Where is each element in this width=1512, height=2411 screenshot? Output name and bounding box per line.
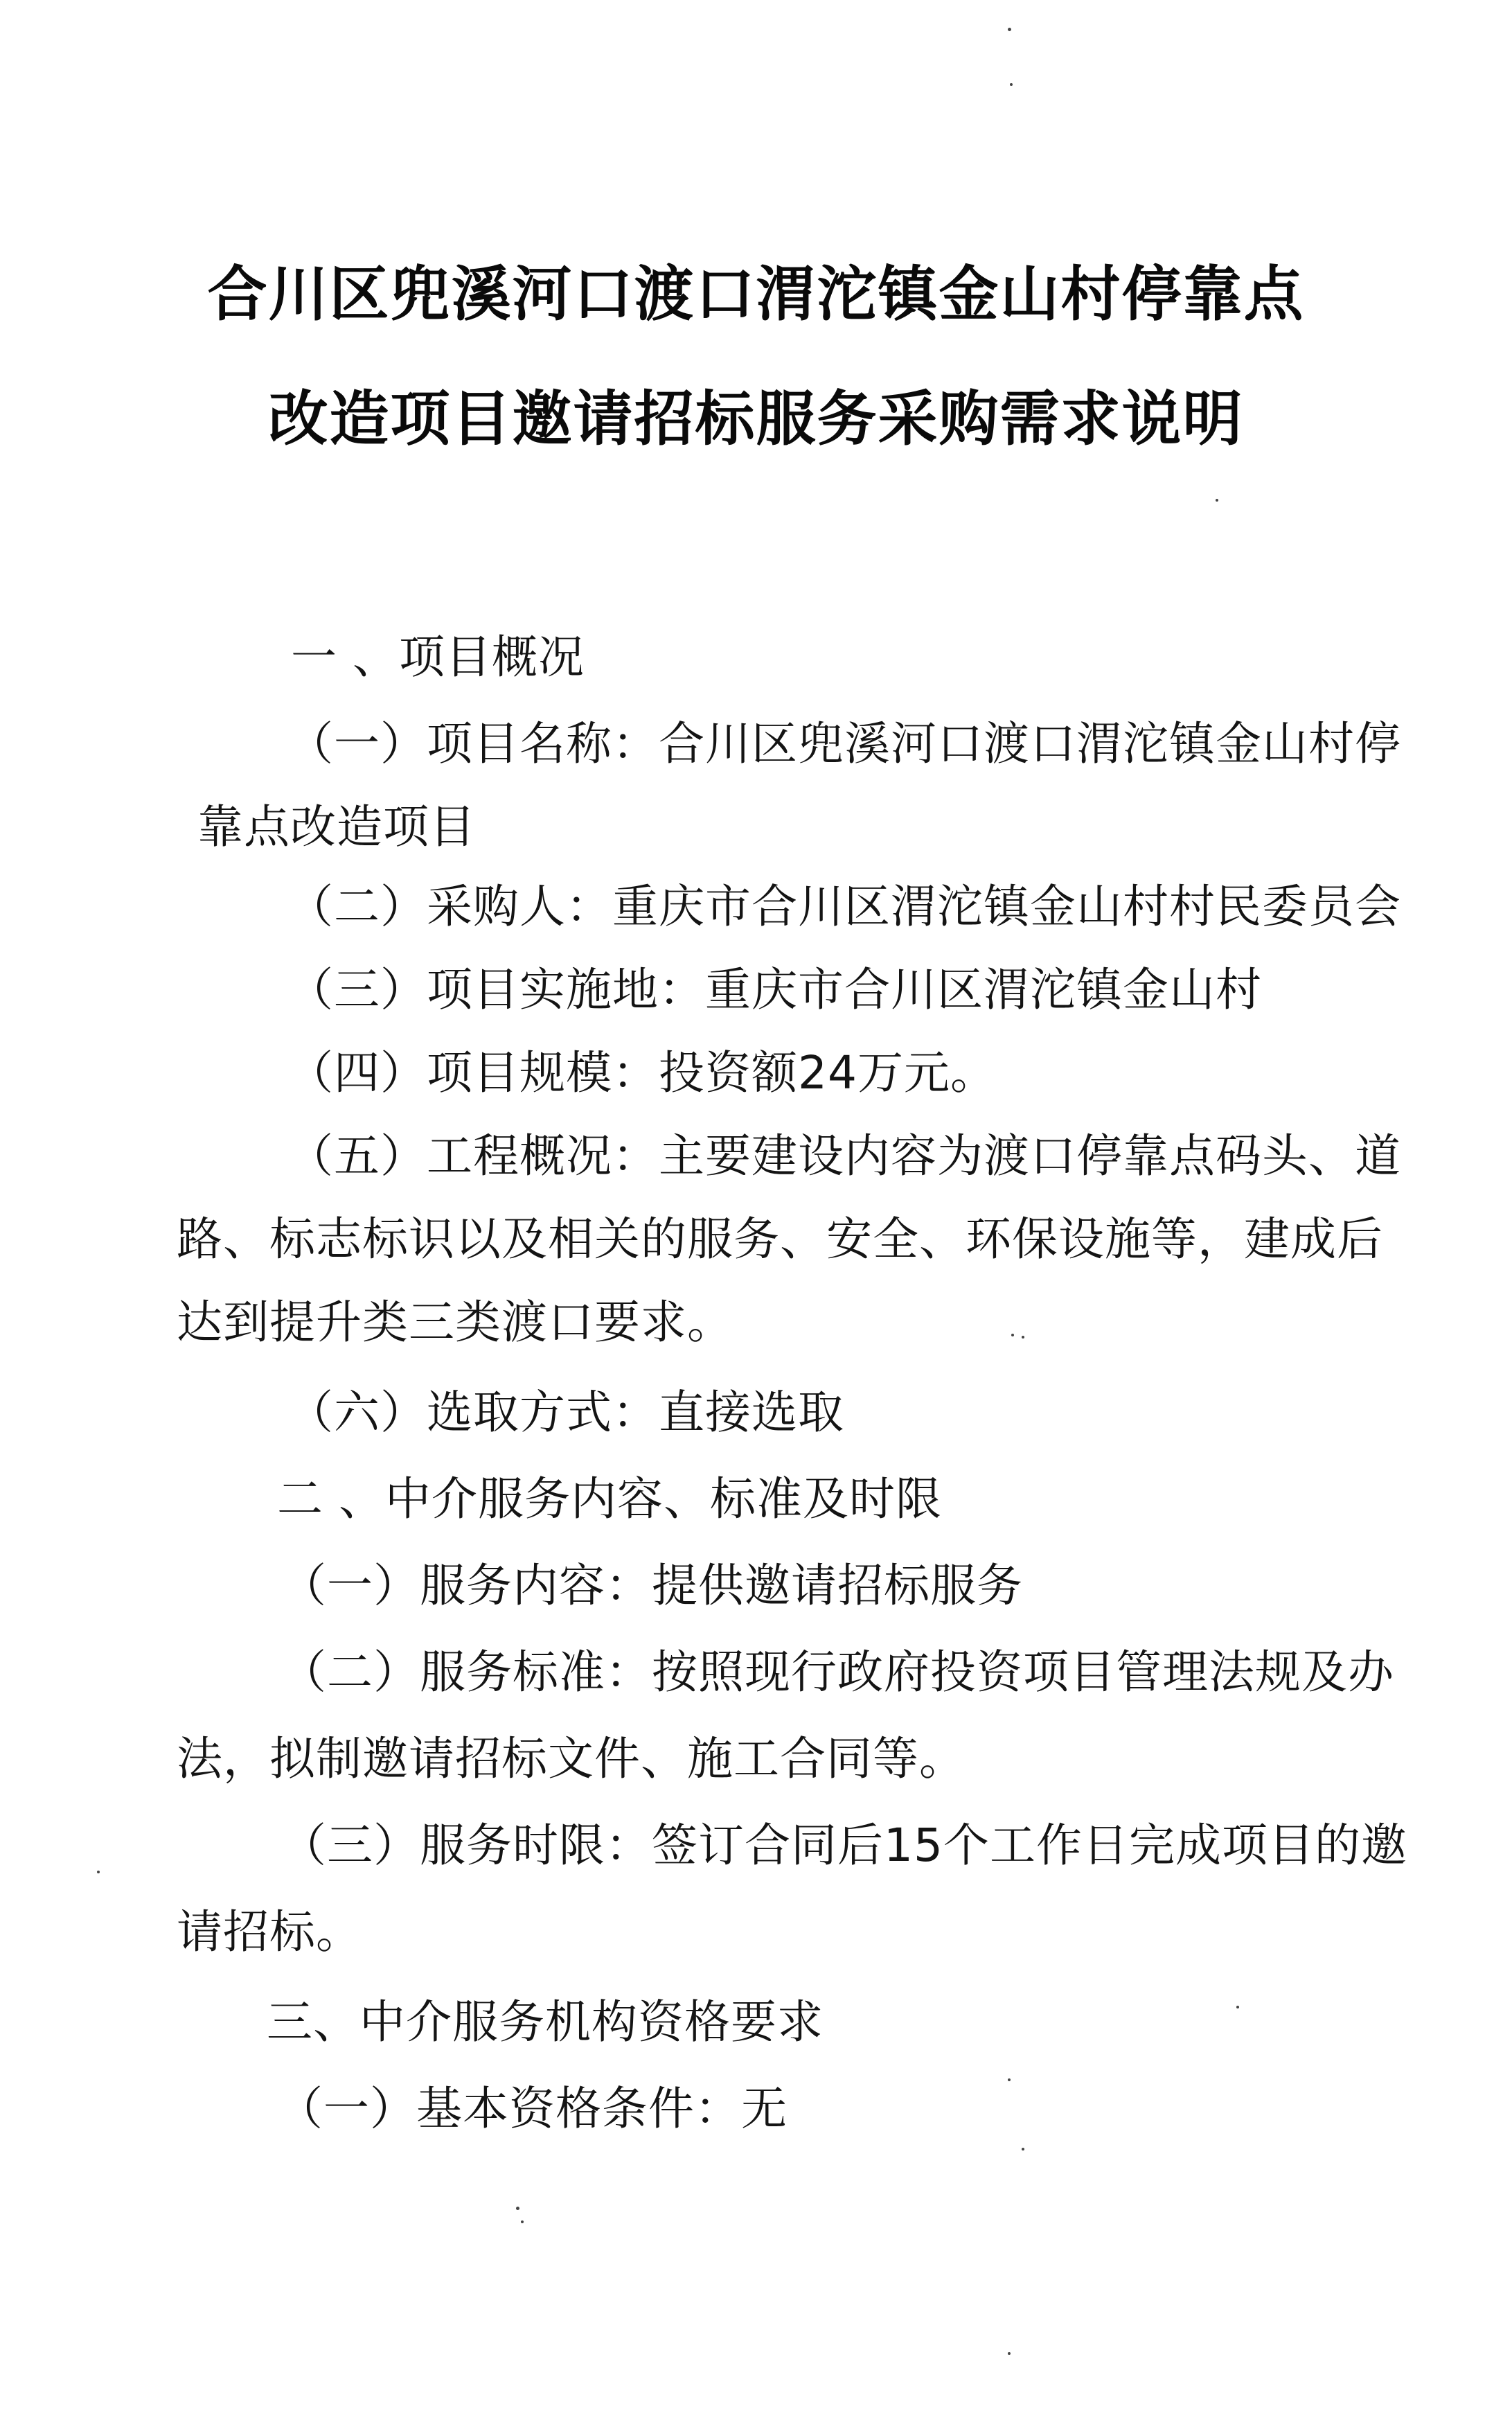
body-line: 路、标志标识以及相关的服务、安全、环保设施等，建成后 bbox=[177, 1212, 1383, 1266]
section-heading-3: 三、中介服务机构资格要求 bbox=[267, 1995, 824, 2049]
body-line: 法，拟制邀请招标文件、施工合同等。 bbox=[177, 1732, 966, 1785]
scan-speck bbox=[1022, 2148, 1024, 2151]
body-line: （一）服务内容：提供邀请招标服务 bbox=[281, 1559, 1023, 1612]
document-title-line-1: 合川区兜溪河口渡口渭沱镇金山村停靠点 bbox=[207, 260, 1305, 329]
scan-speck bbox=[1216, 499, 1218, 502]
scan-speck bbox=[1011, 1334, 1014, 1336]
scan-speck bbox=[516, 2207, 519, 2210]
body-line: （六）选取方式：直接选取 bbox=[287, 1386, 844, 1439]
body-line: 达到提升类三类渡口要求。 bbox=[177, 1296, 733, 1349]
scan-speck bbox=[97, 1871, 100, 1873]
scan-speck bbox=[1010, 83, 1013, 86]
scan-speck bbox=[1008, 2352, 1011, 2355]
body-line: （五）工程概况：主要建设内容为渡口停靠点码头、道 bbox=[287, 1129, 1401, 1183]
scan-speck bbox=[1008, 2078, 1011, 2081]
scan-speck bbox=[1022, 1336, 1024, 1339]
body-line: （一）基本资格条件：无 bbox=[277, 2082, 788, 2135]
body-line: （一）项目名称：合川区兜溪河口渡口渭沱镇金山村停 bbox=[287, 717, 1401, 770]
scan-speck bbox=[1236, 2006, 1239, 2008]
body-line: （四）项目规模：投资额24万元。 bbox=[287, 1046, 997, 1099]
scan-speck bbox=[521, 2220, 524, 2223]
body-line: （二）采购人：重庆市合川区渭沱镇金山村村民委员会 bbox=[287, 880, 1401, 933]
section-heading-1: 一 、项目概况 bbox=[291, 630, 585, 684]
body-line: （二）服务标准：按照现行政府投资项目管理法规及办 bbox=[281, 1645, 1394, 1699]
body-line: 靠点改造项目 bbox=[197, 800, 476, 854]
body-line: （三）项目实施地：重庆市合川区渭沱镇金山村 bbox=[287, 963, 1262, 1016]
document-title-line-2: 改造项目邀请招标服务采购需求说明 bbox=[268, 385, 1244, 454]
body-line: 请招标。 bbox=[177, 1905, 362, 1959]
section-heading-2: 二 、中介服务内容、标准及时限 bbox=[277, 1472, 942, 1526]
scan-speck bbox=[1008, 28, 1011, 31]
body-line: （三）服务时限：签订合同后15个工作日完成项目的邀 bbox=[281, 1819, 1407, 1872]
